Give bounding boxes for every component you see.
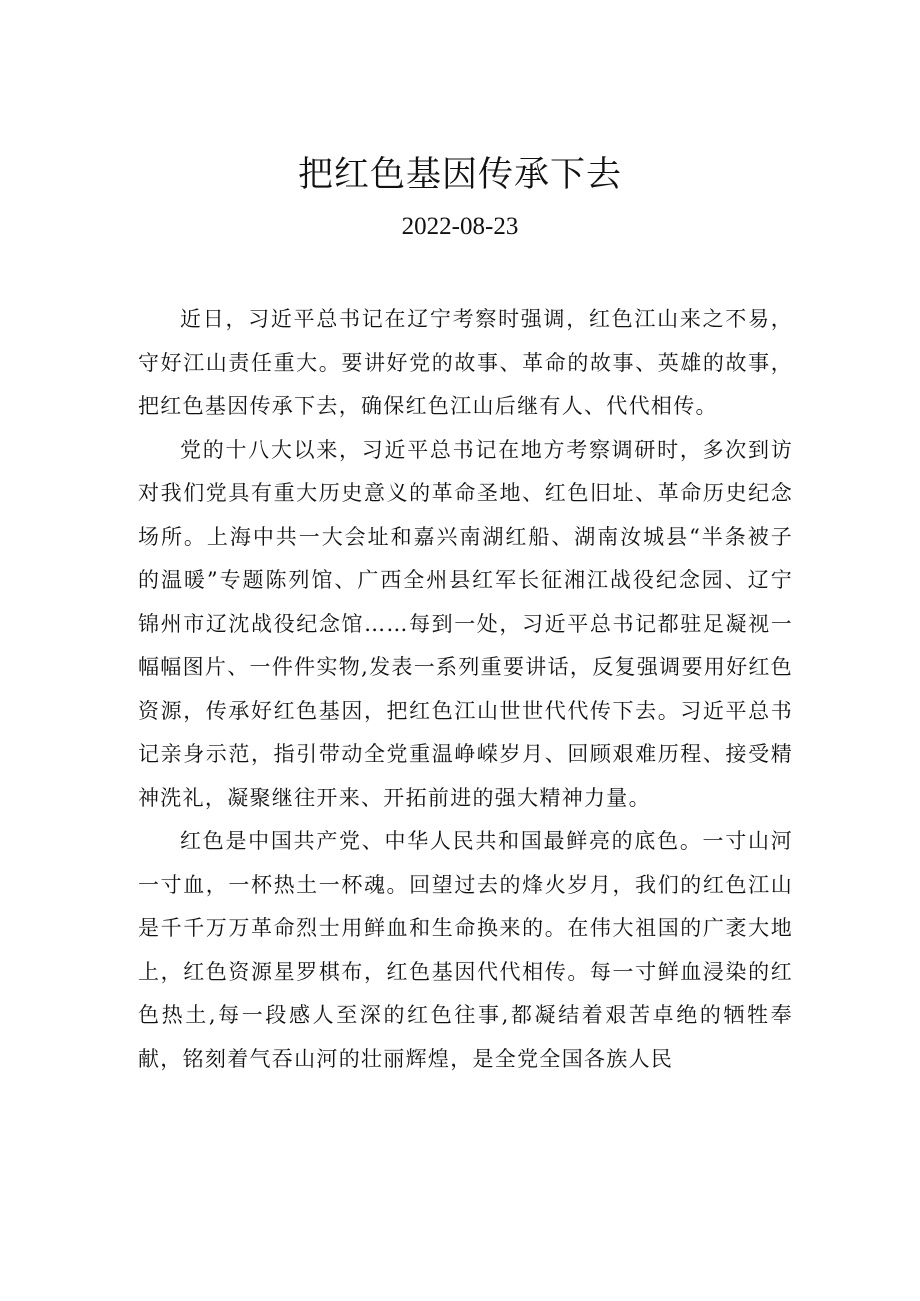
paragraph: 近日，习近平总书记在辽宁考察时强调，红色江山来之不易，守好江山责任重大。要讲好党的故事、革命的故事、英雄的故事，把红色基因传承下去，确保红色江山后继有人、代代相传。 [138,307,793,418]
paragraph: 党的十八大以来，习近平总书记在地方考察调研时，多次到访对我们党具有重大历史意义的革命圣地、红色旧址、革命历史纪念场所。上海中共一大会址和嘉兴南湖红船、湖南汝城县“半条被子的温暖”专题陈列馆、广西全州县红军长征湘江战役纪念园、辽宁锦州市辽沈战役纪念馆……每到一处，习近平总书记都驻足凝视一幅幅图片、一件件实物,发表一系列重要讲话，反复强调要用好红色资源，传承好红色基因，把红色江山世世代代传下去。习近平总书记亲身示范，指引带动全党重温峥嵘岁月、回顾艰难历程、接受精神洗礼，凝聚继往开来、开拓前进的强大精神力量。 [138,437,793,810]
paragraph: 红色是中国共产党、中华人民共和国最鲜亮的底色。一寸山河一寸血，一杯热土一杯魂。回望过去的烽火岁月，我们的红色江山是千千万万革命烈士用鲜血和生命换来的。在伟大祖国的广袤大地上，红色资源星罗棋布，红色基因代代相传。每一寸鲜血浸染的红色热土,每一段感人至深的红色往事,都凝结着艰苦卓绝的牺牲奉献，铭刻着气吞山河的壮丽辉煌，是全党全国各族人民 [138,829,793,1071]
article-body [138,298,793,1081]
article-title: 把红色基因传承下去 [297,155,622,195]
article-date: 2022-08-23 [401,213,519,240]
